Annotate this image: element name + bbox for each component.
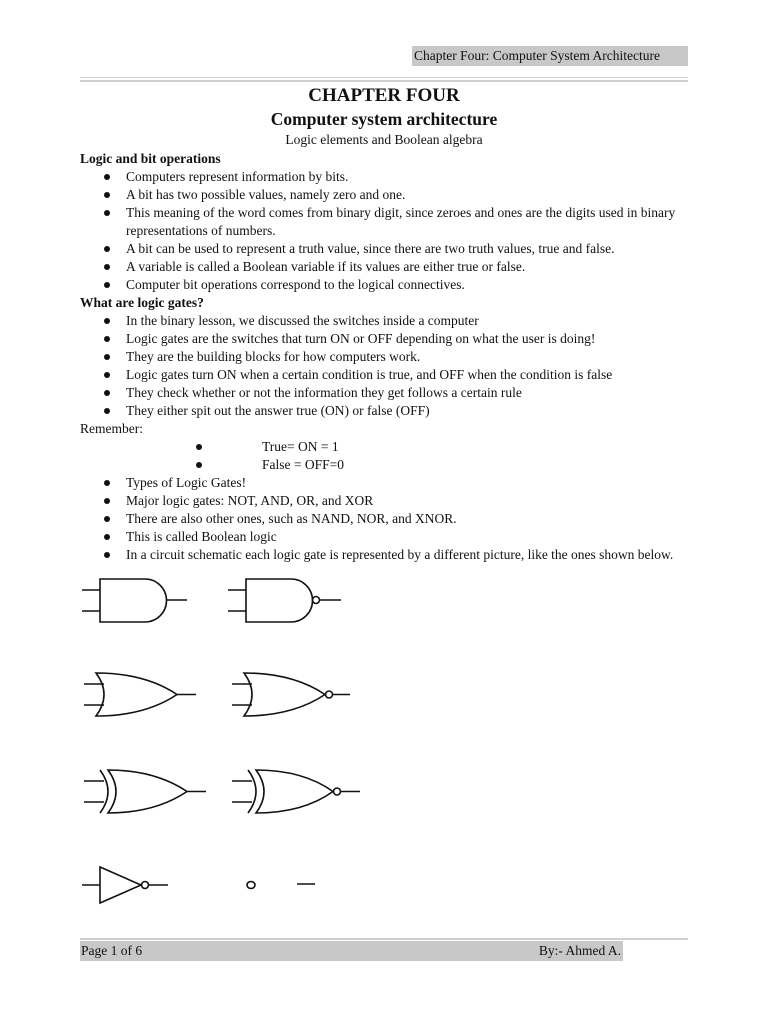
remember-label: Remember: [80,421,143,436]
list-item: Types of Logic Gates! [80,474,688,492]
title-block [80,85,688,149]
page-number: Page 1 of 6 [81,943,143,958]
list-item: A bit can be used to represent a truth value, since there are two truth values, true and false. [80,240,688,258]
or-gate-icon [84,673,196,716]
header-rule-thick [80,80,688,82]
xor-gate-icon [84,770,206,813]
list-item: There are also other ones, such as NAND, NOR, and XNOR. [80,510,688,528]
list-item: In a circuit schematic each logic gate is represented by a different picture, like the ones shown below. [80,546,688,564]
remember-list [80,438,688,474]
main-title: Computer system architecture [270,109,498,129]
list-item: A variable is called a Boolean variable if its values are either true or false. [80,258,688,276]
running-header: Chapter Four: Computer System Architecture [412,46,688,66]
remember-item: False = OFF=0 [80,456,688,474]
list-item: A bit has two possible values, namely zero and one. [80,186,688,204]
body-content [80,150,688,564]
list-item: This is called Boolean logic [80,528,688,546]
list-item: They are the building blocks for how computers work. [80,348,688,366]
inverter-bubble-icon [247,882,255,889]
nor-gate-icon [232,673,350,716]
header-rule [80,77,688,78]
not-gate-icon [82,867,168,903]
section2-more-list [80,474,688,564]
list-item: They check whether or not the information they get follows a certain rule [80,384,688,402]
remember-item: True= ON = 1 [80,438,688,456]
section-heading-logic-gates: What are logic gates? [80,295,204,310]
section2-list [80,312,688,420]
and-gate-icon [82,579,187,622]
footer-author: By:- Ahmed A. [538,943,621,958]
list-item: Computer bit operations correspond to the logical connectives. [80,276,688,294]
xnor-gate-icon [232,770,360,813]
section1-list [80,168,688,294]
list-item: Logic gates are the switches that turn ON or OFF depending on what the user is doing! [80,330,688,348]
nand-gate-icon [228,579,341,622]
list-item: Major logic gates: NOT, AND, OR, and XOR [80,492,688,510]
list-item: In the binary lesson, we discussed the switches inside a computer [80,312,688,330]
list-item: Logic gates turn ON when a certain condition is true, and OFF when the condition is false [80,366,688,384]
list-item: This meaning of the word comes from binary digit, since zeroes and ones are the digits used in binary representations of numbers. [80,204,688,240]
section-heading-logic-bit: Logic and bit operations [80,151,221,166]
list-item: Computers represent information by bits. [80,168,688,186]
chapter-title: CHAPTER FOUR [308,85,460,106]
footer-rule-thick [80,938,688,940]
list-item: They either spit out the answer true (ON) or false (OFF) [80,402,688,420]
subtitle: Logic elements and Boolean algebra [285,132,483,147]
footer-bar [80,941,623,961]
